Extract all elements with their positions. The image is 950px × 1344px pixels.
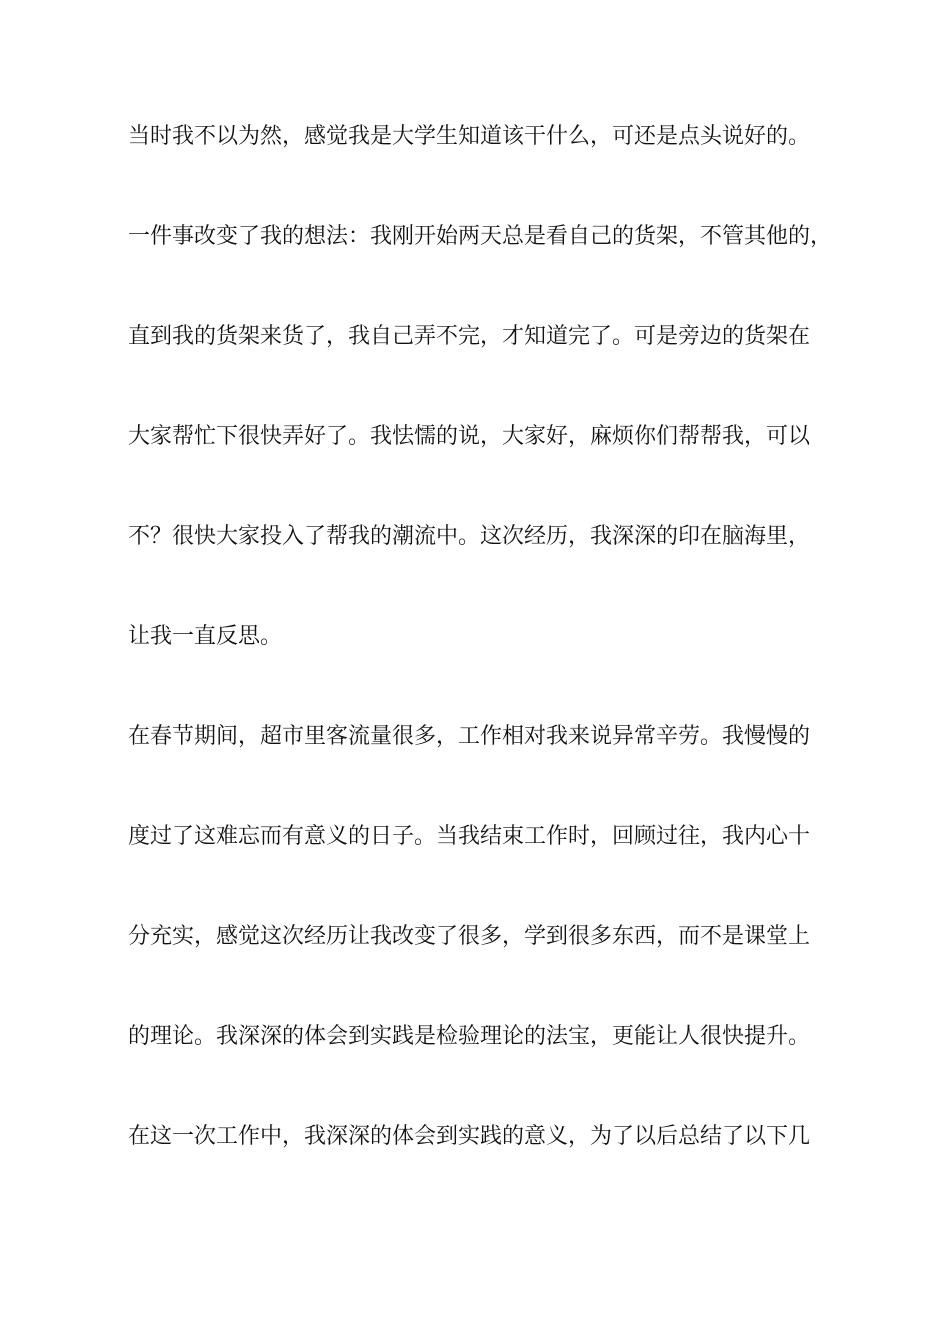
text-line: 在春节期间，超市里客流量很多，工作相对我来说异常辛劳。我慢慢的	[128, 724, 811, 749]
text-line: 一件事改变了我的想法：我刚开始两天总是看自己的货架，不管其他的，	[128, 224, 833, 249]
text-line: 的理论。我深深的体会到实践是检验理论的法宝，更能让人很快提升。	[128, 1024, 811, 1049]
text-line: 大家帮忙下很快弄好了。我怯懦的说，大家好，麻烦你们帮帮我，可以	[128, 424, 811, 449]
text-line: 让我一直反思。	[128, 624, 283, 649]
text-line: 直到我的货架来货了，我自己弄不完，才知道完了。可是旁边的货架在	[128, 324, 811, 349]
text-line: 当时我不以为然，感觉我是大学生知道该干什么，可还是点头说好的。	[128, 124, 811, 149]
text-line: 在这一次工作中，我深深的体会到实践的意义，为了以后总结了以下几	[128, 1124, 811, 1149]
body-text	[128, 117, 848, 1217]
text-line: 度过了这难忘而有意义的日子。当我结束工作时，回顾过往，我内心十	[128, 824, 811, 849]
text-line: 分充实，感觉这次经历让我改变了很多，学到很多东西，而不是课堂上	[128, 924, 811, 949]
text-line: 不？很快大家投入了帮我的潮流中。这次经历，我深深的印在脑海里，	[128, 524, 811, 549]
